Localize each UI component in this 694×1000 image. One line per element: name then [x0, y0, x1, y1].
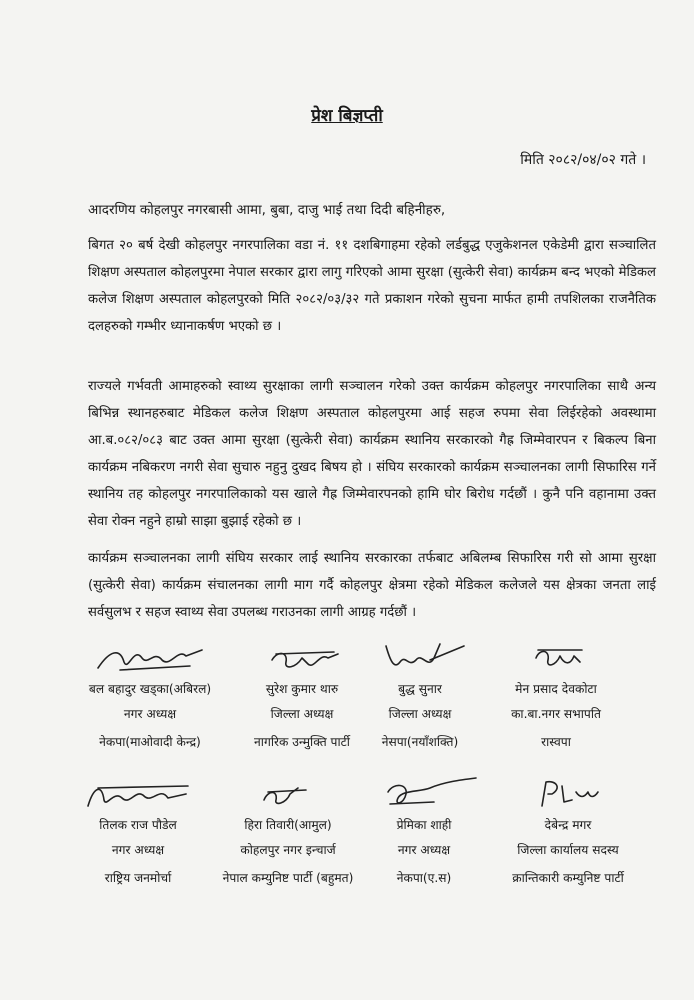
document-date: मिति २०८२/०४/०२ गते । [520, 152, 646, 168]
signatory-position: नगर अध्यक्ष [111, 843, 165, 857]
signature-image [360, 640, 480, 676]
salutation: आदरणिय कोहलपुर नगरबासी आमा, बुबा, दाजु भाई तथा दिदी बहिनीहरु, [88, 202, 446, 218]
document-title: प्रेश बिज्ञप्ती [311, 106, 383, 126]
signatory-name: बुद्ध सुनार [398, 682, 442, 696]
signatory-name: हिरा तिवारी(आमुल) [244, 818, 332, 832]
signatory-name: बल बहादुर खड्का(अबिरल) [88, 682, 212, 696]
paragraph-2: राज्यले गर्भवती आमाहरुको स्वाथ्य सुरक्षाका लागी सञ्चालन गरेको उक्त कार्यक्रम कोहलपुर नगरपालिका साथै अन्य बिभिन्न स्थानहरुबाट मेडिकल कलेज शिक्षण अस्पताल कोहलपुरमा आई सहज रुपमा सेवा लिईरहेको अवस्थामा आ.ब.०८२/०८३ बाट उक्त आमा सुरक्षा (सुत्केरी सेवा) कार्यक्रम स्थानिय सरकारको गैह्र जिम्मेवारपन र बिकल्प बिना कार्यक्रम नबिकरण नगरी सेवा सुचारु नहुनु दुखद बिषय हो । संघिय सरकारको कार्यक्रम सञ्चालनका लागी सिफारिस गर्ने स्थानिय तह कोहलपुर नगरपालिकाको यस खाले गैह्र जिम्मेवारपनको हामि घोर बिरोध गर्दछौं । कुनै पनि वहानामा उक्त सेवा रोक्न नहुने हाम्रो साझा बुझाई रहेको छ । [88, 379, 656, 529]
signatory-position: कोहलपुर नगर इन्चार्ज [240, 843, 336, 857]
signatory-position: का.बा.नगर सभापति [511, 707, 601, 721]
signatory-position: जिल्ला कार्यालय सदस्य [517, 843, 619, 857]
signatory-party: नेपाल कम्युनिष्ट पार्टी (बहुमत) [222, 871, 354, 885]
signatory-name: प्रेमिका शाही [396, 818, 452, 832]
signatory-4 [476, 640, 636, 756]
signatory-1 [70, 640, 230, 756]
signatory-party: राष्ट्रिय जनमोर्चा [104, 871, 172, 885]
signature-image [228, 776, 348, 812]
signatory-name: सुरेश कुमार थारु [265, 682, 339, 696]
paragraph-3: कार्यक्रम सञ्चालनका लागी संघिय सरकार लाई स्थानिय सरकारका तर्फबाट अबिलम्ब सिफारिस गरी सो आमा सुरक्षा (सुत्केरी सेवा) कार्यक्रम संचालनका लागी माग गर्दै कोहलपुर क्षेत्रमा रहेको मेडिकल कलेजले यस क्षेत्रका जनता लाई सर्वसुलभ र सहज स्वाथ्य सेवा उपलब्ध गराउनका लागी आग्रह गर्दछौं । [88, 551, 656, 620]
signatory-party: नेसपा(नयाँशक्ति) [381, 735, 459, 749]
signature-image [364, 776, 484, 812]
signatory-position: नगर अध्यक्ष [397, 843, 451, 857]
signatory-party: क्रान्तिकारी कम्युनिष्ट पार्टी [512, 871, 624, 885]
signatory-party: रास्वपा [541, 735, 571, 749]
signatory-position: नगर अध्यक्ष [123, 707, 177, 721]
signature-image [90, 640, 210, 676]
signatory-party: नागरिक उन्मुक्ति पार्टी [254, 735, 350, 749]
signature-image [508, 776, 628, 812]
signatory-7 [344, 776, 504, 892]
signatory-party: नेकपा(ए.स) [396, 871, 452, 885]
signatory-name: मेन प्रसाद देवकोटा [515, 682, 597, 696]
signature-image [78, 776, 198, 812]
paragraph-1: बिगत २० बर्ष देखी कोहलपुर नगरपालिका वडा नं. ११ दशबिगाहमा रहेको लर्डबुद्ध एजुकेशनल एकेडेमी द्वारा सञ्चालित शिक्षण अस्पताल कोहलपुरमा नेपाल सरकार द्वारा लागु गरिएको आमा सुरक्षा (सुत्केरी सेवा) कार्यक्रम बन्द भएको मेडिकल कलेज शिक्षण अस्पताल कोहलपुरको मिति २०८२/०३/३२ गते प्रकाशन गरेको सुचना मार्फत हामी तपशिलका राजनैतिक दलहरुको गम्भीर ध्यानाकर्षण भएको छ । [88, 238, 656, 334]
signatory-name: देबेन्द्र मगर [544, 818, 592, 832]
signatory-position: जिल्ला अध्यक्ष [270, 707, 334, 721]
signatory-party: नेकपा(माओवादी केन्द्र) [99, 735, 201, 749]
signatory-5 [58, 776, 218, 892]
signatory-name: तिलक राज पौडेल [99, 818, 177, 832]
signature-image [496, 640, 616, 676]
signatory-position: जिल्ला अध्यक्ष [388, 707, 452, 721]
signatory-8 [488, 776, 648, 892]
